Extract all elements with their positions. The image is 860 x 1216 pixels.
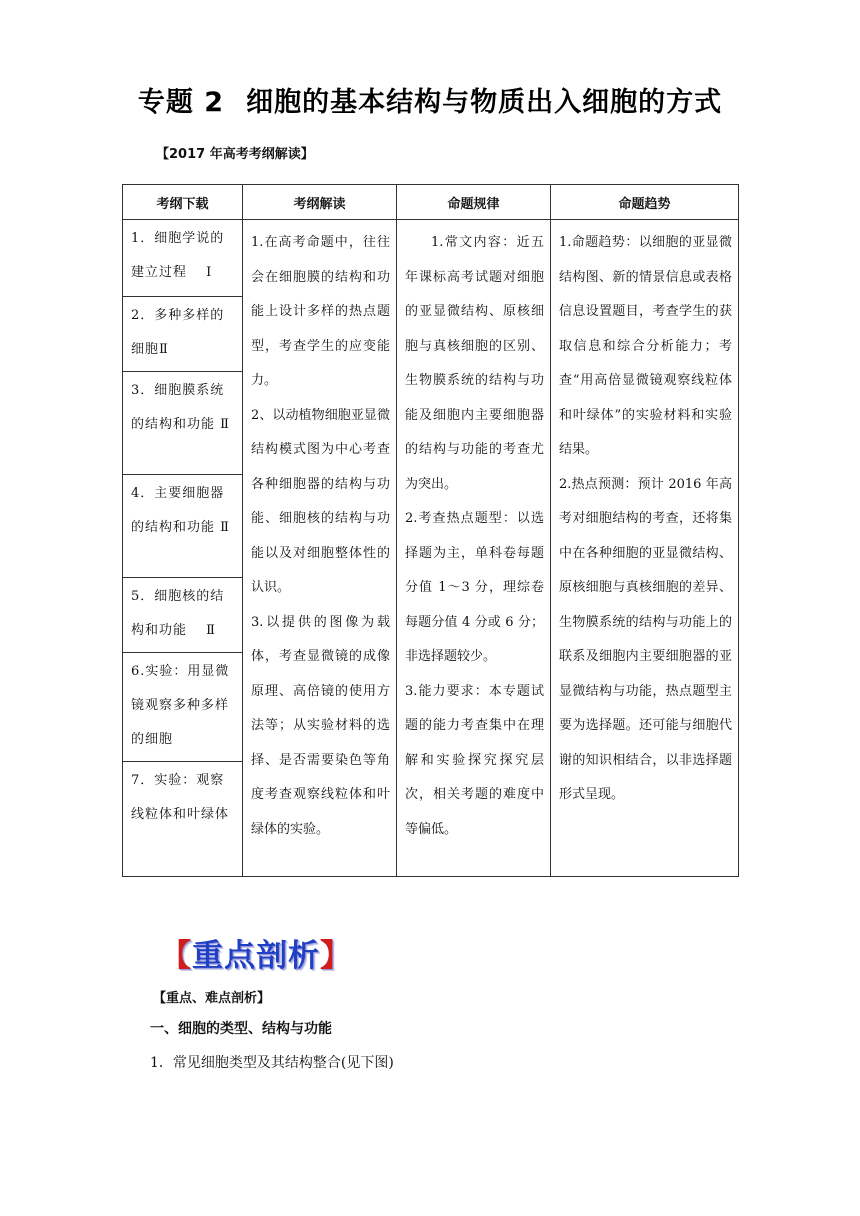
syllabus-item: 5．细胞核的结构和功能 Ⅱ <box>123 578 243 653</box>
header-question-patterns: 命题规律 <box>397 185 551 220</box>
section-label: 【重点、难点剖析】 <box>153 991 271 1006</box>
rules-paragraph: 2.考查热点题型：以选择题为主，单科卷每题分值 1～3 分，理综卷每题分值 4 分或 6 分；非选择题较少。 <box>405 511 544 664</box>
rules-cell <box>397 220 551 877</box>
interpretation-paragraph: 1.在高考命题中，往往会在细胞膜的结构和功能上设计多样的热点题型，考查学生的应变能力。 <box>251 235 390 388</box>
syllabus-item: 2．多种多样的细胞Ⅱ <box>123 297 243 372</box>
banner-close-bracket: 】 <box>320 938 352 974</box>
syllabus-item: 6.实验：用显微镜观察多种多样的细胞 <box>123 653 243 762</box>
table-header-row <box>123 185 739 220</box>
interpretation-paragraph: 2、以动植物细胞亚显微结构模式图为中心考查各种细胞器的结构与功能、细胞核的结构与功能以及对细胞整体性的认识。 <box>251 407 390 595</box>
topic-number: 专题 2 <box>137 87 225 118</box>
interpretation-cell <box>243 220 397 877</box>
header-question-trends: 命题趋势 <box>551 185 739 220</box>
syllabus-item: 4．主要细胞器的结构和功能 Ⅱ <box>123 475 243 578</box>
outline-subtitle: 【2017 年高考考纲解读】 <box>156 147 314 162</box>
rules-paragraph: 3.能力要求：本专题试题的能力考查集中在理解和实验探究探究层次，相关考题的难度中等偏低。 <box>405 683 544 837</box>
interpretation-paragraph: 3.以提供的图像为载体，考查显微镜的成像原理、高倍镜的使用方法等；从实验材料的选择、是否需要染色等角度考查观察线粒体和叶绿体的实验。 <box>251 614 390 837</box>
banner-open-bracket: 【 <box>160 938 192 974</box>
trends-cell <box>551 220 739 877</box>
trends-paragraph: 2.热点预测：预计 2016 年高考对细胞结构的考查，还将集中在各种细胞的亚显微结构、原核细胞与真核细胞的差异、生物膜系统的结构与功能上的联系及细胞内主要细胞器的亚显微结构与功能，热点题型主要为选择题。还可能与细胞代谢的知识相结合，以非选择题形式呈现。 <box>559 476 732 802</box>
banner-text: 重点剖析 <box>192 938 320 974</box>
section-paragraph: 1．常见细胞类型及其结构整合(见下图) <box>150 1055 394 1071</box>
page-title <box>0 80 860 119</box>
key-analysis-banner <box>160 930 352 975</box>
syllabus-item: 1．细胞学说的建立过程 Ⅰ <box>123 220 243 297</box>
syllabus-item: 3．细胞膜系统的结构和功能 Ⅱ <box>123 372 243 475</box>
topic-title: 细胞的基本结构与物质出入细胞的方式 <box>246 87 723 118</box>
rules-paragraph: 1.常文内容：近五年课标高考试题对细胞的亚显微结构、原核细胞与真核细胞的区别、生物膜系统的结构与功能及细胞内主要细胞器的结构与功能的考查尤为突出。 <box>405 235 544 492</box>
section-heading: 一、细胞的类型、结构与功能 <box>150 1021 332 1037</box>
table-row <box>123 220 739 297</box>
syllabus-table <box>122 184 739 877</box>
header-syllabus-download: 考纲下载 <box>123 185 243 220</box>
header-syllabus-interpretation: 考纲解读 <box>243 185 397 220</box>
trends-paragraph: 1.命题趋势：以细胞的亚显微结构图、新的情景信息或表格信息设置题目，考查学生的获取信息和综合分析能力；考查“用高倍显微镜观察线粒体和叶绿体”的实验材料和实验结果。 <box>559 235 732 457</box>
syllabus-item: 7．实验：观察线粒体和叶绿体 <box>123 762 243 877</box>
